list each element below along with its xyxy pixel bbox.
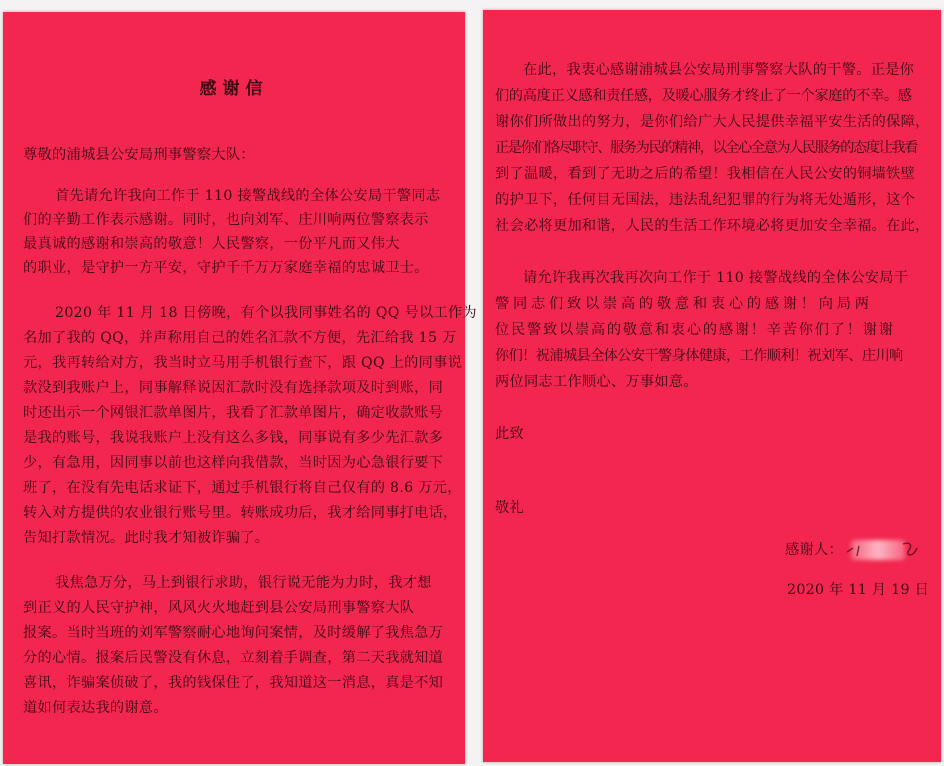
closing-text: 此致 [495,426,524,442]
paragraph-line: 元，我再转给对方，我当时立马用手机银行查下，跟 QQ 上的同事说 [23,355,463,371]
paragraph-line: 是我的账号，我说我账户上没有这么多钱，同事说有多少先汇款多 [23,430,444,446]
paragraph-line: 到了温暖，看到了无助之后的希望！我相信在人民公安的铜墙铁壁 [495,166,916,182]
paragraph-line: 分的心情。报案后民警没有休息，立刻着手调查，第二天我就知道 [23,650,444,666]
paragraph-line: 我焦急万分，马上到银行求助，银行说无能为力时，我才想 [55,575,432,591]
paragraph-line: 款没到我账户上，同事解释说因汇款时没有选择款项及时到账，同 [23,380,444,396]
paragraph-line: 们的辛勤工作表示感谢。同时，也向刘军、庄川响两位警察表示 [23,212,429,228]
paragraph-line: 谢你们所做出的努力，是你们给广大人民提供幸福平安生活的保障， [495,114,930,130]
paragraph-line: 社会必将更加和谐，人民的生活工作环境必将更加安全幸福。在此， [495,218,930,234]
letter-page-left [3,12,477,764]
paragraph-line: 请允许我再次我再次向工作于 110 接警战线的全体公安局干 [523,270,909,286]
paragraph-line: 时还出示一个网银汇款单图片，我看了汇款单图片，确定收款账号 [23,405,444,421]
paragraph-line: 转入对方提供的农业银行账号里。转账成功后，我才给同事打电话， [23,505,458,521]
signature-scribble [843,534,923,564]
paragraph-line: 班了，在没有先电话求证下，通过手机银行将自己仅有的 8.6 万元， [23,480,462,496]
paragraph-line: 2020 年 11 月 18 日傍晚，有个以我同事姓名的 QQ 号以工作为 [55,305,477,321]
paragraph-line: 首先请允许我向工作于 110 接警战线的全体公安局干警同志 [55,188,441,204]
paragraph-line: 最真诚的感谢和崇高的敬意！人民警察，一份平凡而又伟大 [23,236,400,252]
paragraph-line: 少，有急用，因同事以前也这样向我借款，当时因为心急银行要下 [23,455,444,471]
signature-label: 感谢人： [785,542,843,558]
paragraph-line: 你们！祝浦城县全体公安干警身体健康，工作顺利！祝刘军、庄川响 [495,348,903,364]
paragraph-line: 两位同志工作顺心、万事如意。 [495,374,698,390]
paragraph-line: 的职业，是守护一方平安，守护千千万万家庭幸福的忠诚卫士。 [23,260,429,276]
paragraph-line: 的护卫下，任何目无国法，违法乱纪犯罪的行为将无处遁形，这个 [495,192,916,208]
paragraph-line: 在此，我衷心感谢浦城县公安局刑事警察大队的干警。正是你 [523,62,915,78]
paragraph-line: 们的高度正义感和责任感，及暖心服务才终止了一个家庭的不幸。感 [495,88,912,104]
paragraph-line: 到正义的人民守护神，风风火火地赶到县公安局刑事警察大队 [23,600,415,616]
salutation: 尊敬的浦城县公安局刑事警察大队： [23,147,255,163]
paragraph-line: 告知打款情况。此时我才知被诈骗了。 [23,530,270,546]
paragraph-line: 道如何表达我的谢意。 [23,700,168,716]
paragraph-line: 位民警致以崇高的敬意和衷心的感谢！辛苦你们了！谢谢 [495,322,895,338]
paragraph-line: 警同志们致以崇高的敬意和衷心的感谢！向局两 [495,296,873,312]
paragraph-line: 报案。当时当班的刘军警察耐心地询问案情，及时缓解了我焦急万 [23,625,444,641]
letter-page-right [483,10,941,762]
paragraph-line: 喜讯，诈骗案侦破了，我的钱保住了，我知道这一消息，真是不知 [23,675,444,691]
paragraph-line: 名加了我的 QQ，并声称用自己的姓名汇款不方便，先汇给我 15 万 [23,330,457,346]
date-text: 2020 年 11 月 19 日 [787,582,930,598]
regards-text: 敬礼 [495,500,524,516]
paragraph-line: 正是你们恪尽职守、服务为民的精神，以全心全意为人民服务的态度让我看 [495,140,917,156]
letter-title: 感谢信 [199,79,269,99]
